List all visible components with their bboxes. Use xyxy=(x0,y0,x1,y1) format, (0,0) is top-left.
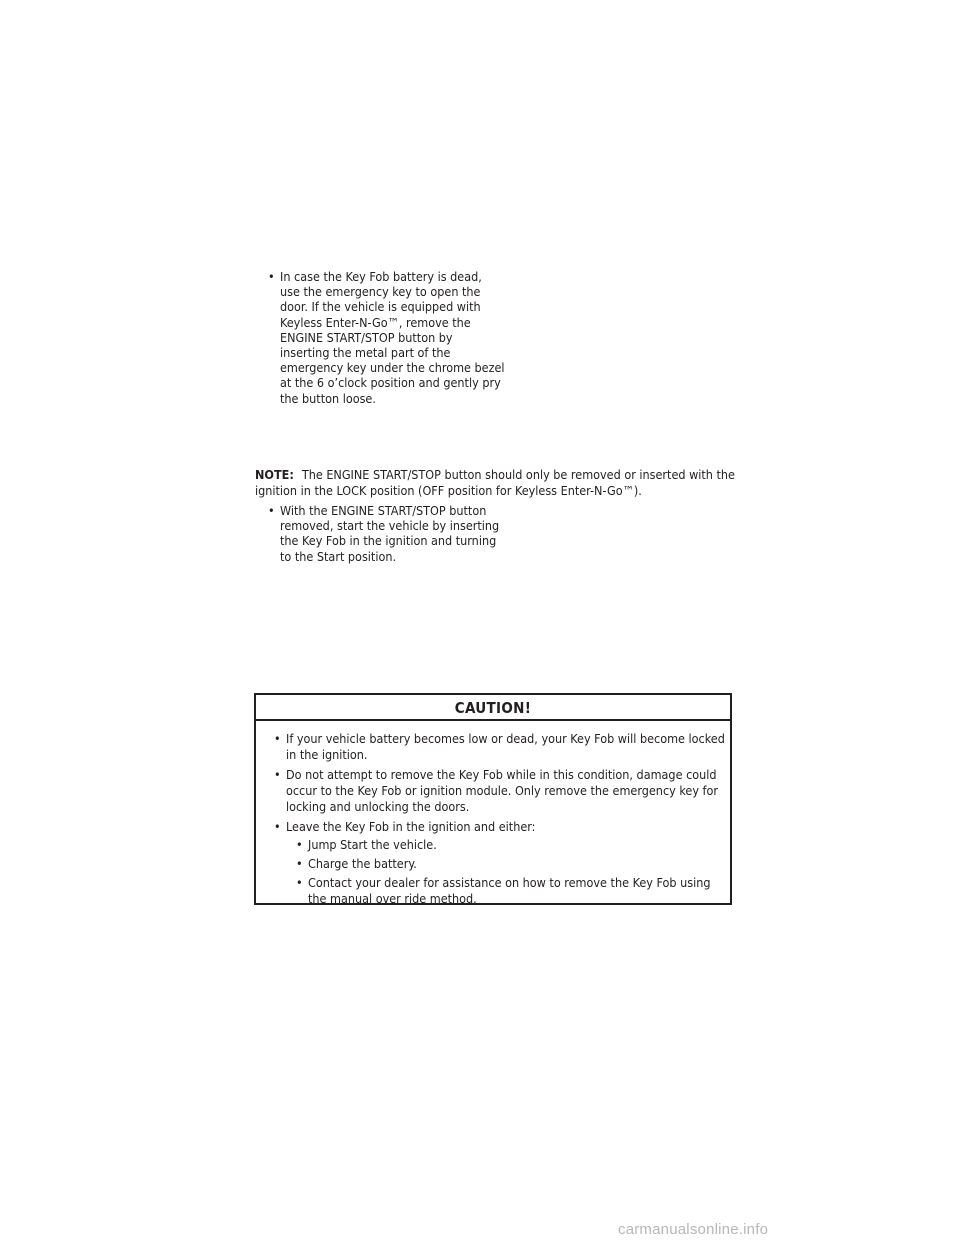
caution-title: CAUTION! xyxy=(256,695,730,721)
caution-subitem xyxy=(296,837,722,853)
text-line: the Key Fob in the ignition and turning xyxy=(280,533,497,549)
text-line: door. If the vehicle is equipped with xyxy=(280,299,481,315)
text-line: In case the Key Fob battery is dead, xyxy=(280,269,482,284)
watermark-link[interactable]: carmanualsonline.info xyxy=(618,1221,769,1238)
note-paragraph xyxy=(255,467,735,499)
note-text-line1: The ENGINE START/STOP button should only be removed or inserted with the xyxy=(301,467,735,482)
text-line: to the Start position. xyxy=(280,548,397,564)
bullet-dot: • xyxy=(274,767,281,782)
text-line: Leave the Key Fob in the ignition and either: xyxy=(286,819,536,834)
caution-subitem xyxy=(296,856,722,872)
text-line: removed, start the vehicle by inserting xyxy=(280,518,500,534)
text-line: If your vehicle battery becomes low or dead, your Key Fob will become locked xyxy=(286,731,725,746)
bullet-dot: • xyxy=(274,731,281,746)
bullet-dot: • xyxy=(296,856,303,871)
caution-subitem xyxy=(296,875,722,907)
text-line: Keyless Enter-N-Go™, remove the xyxy=(280,314,471,330)
bullet-dot: • xyxy=(268,269,275,284)
caution-item xyxy=(274,731,725,763)
text-line: Jump Start the vehicle. xyxy=(308,837,437,852)
text-line: emergency key under the chrome bezel xyxy=(280,360,505,376)
text-line: Charge the battery. xyxy=(308,856,417,871)
bullet-dead-battery xyxy=(268,269,505,406)
text-line: the button loose. xyxy=(280,390,376,406)
bullet-dot: • xyxy=(296,837,303,852)
text-line: inserting the metal part of the xyxy=(280,345,451,361)
text-line: With the ENGINE START/STOP button xyxy=(280,503,487,518)
bullet-dot: • xyxy=(268,503,275,518)
note-text-line2: ignition in the LOCK position (OFF position for Keyless Enter-N-Go™). xyxy=(255,483,642,498)
text-line: use the emergency key to open the xyxy=(280,284,481,300)
bullet-dot: • xyxy=(274,819,281,834)
text-line: the manual over ride method. xyxy=(308,891,477,906)
text-line: at the 6 o’clock position and gently pry xyxy=(280,375,501,391)
text-line: occur to the Key Fob or ignition module. Only remove the emergency key for xyxy=(286,783,719,798)
text-line: in the ignition. xyxy=(286,747,368,762)
caution-item xyxy=(274,819,722,907)
caution-box xyxy=(254,693,732,905)
text-line: Do not attempt to remove the Key Fob while in this condition, damage could xyxy=(286,767,717,782)
caution-item xyxy=(274,767,722,815)
text-line: ENGINE START/STOP button by xyxy=(280,329,453,345)
caution-body xyxy=(256,721,730,907)
note-label: NOTE: xyxy=(255,467,294,482)
text-line: locking and unlocking the doors. xyxy=(286,799,470,814)
bullet-start-vehicle xyxy=(268,503,499,564)
text-line: Contact your dealer for assistance on how to remove the Key Fob using xyxy=(308,875,711,890)
bullet-dot: • xyxy=(296,875,303,890)
